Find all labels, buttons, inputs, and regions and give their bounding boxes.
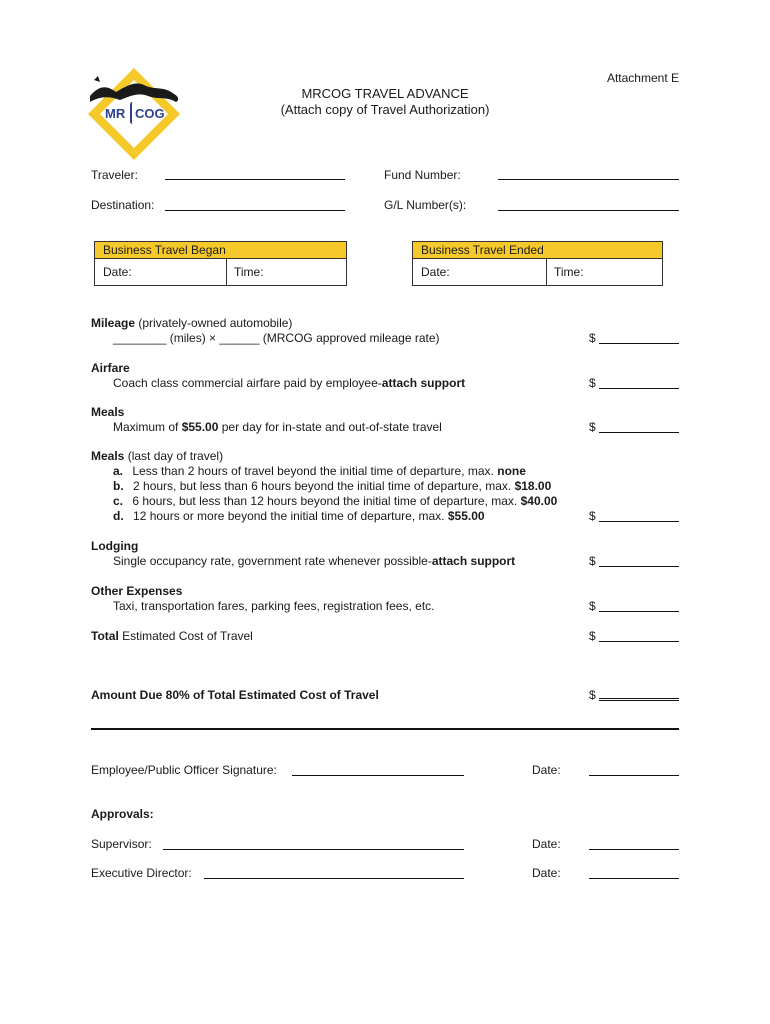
travel-began-title: Business Travel Began [95, 242, 346, 259]
airfare-text: Coach class commercial airfare paid by employee- [113, 376, 382, 390]
meals-last-item-d [113, 509, 485, 523]
employee-date-label: Date: [532, 763, 561, 777]
executive-label: Executive Director: [91, 866, 192, 880]
amount-due-label: Amount Due 80% of Total Estimated Cost of Travel [91, 688, 379, 702]
total-bold: Total [91, 629, 119, 643]
meals-last-item-b [113, 479, 551, 493]
meals-title: Meals [91, 405, 125, 419]
travel-ended-time[interactable]: Time: [554, 265, 584, 279]
item-bold: $55.00 [447, 509, 485, 523]
meals-dollar: $ [589, 420, 596, 434]
logo-text-cog: COG [135, 106, 165, 121]
traveler-field[interactable] [165, 179, 345, 180]
meals-text-post: per day for in-state and out-of-state travel [218, 420, 442, 434]
employee-signature-field[interactable] [292, 775, 464, 776]
mileage-title: Mileage [91, 316, 136, 330]
section-separator [91, 728, 679, 730]
lodging-dollar: $ [589, 554, 596, 568]
fund-number-field[interactable] [498, 179, 679, 180]
logo-text-mr: MR [105, 106, 126, 121]
meals-last-heading [91, 449, 223, 463]
other-title: Other Expenses [91, 584, 183, 598]
airfare-amount-field[interactable] [599, 388, 679, 389]
meals-last-title: Meals [91, 449, 125, 463]
executive-signature-field[interactable] [204, 878, 464, 879]
mileage-heading [91, 316, 292, 330]
mileage-amount-field[interactable] [599, 343, 679, 344]
destination-label: Destination: [91, 198, 155, 212]
total-amount-field[interactable] [599, 641, 679, 642]
other-dollar: $ [589, 599, 596, 613]
airfare-line [113, 376, 465, 390]
lodging-text: Single occupancy rate, government rate whenever possible- [113, 554, 432, 568]
item-letter: d. [113, 509, 124, 523]
amount-due-field[interactable] [599, 698, 679, 701]
meals-amount-field[interactable] [599, 432, 679, 433]
travel-ended-title: Business Travel Ended [413, 242, 662, 259]
meals-last-item-a [113, 464, 526, 478]
travel-began-time[interactable]: Time: [234, 265, 264, 279]
mileage-note: (privately-owned automobile) [138, 316, 293, 330]
meals-last-item-c [113, 494, 557, 508]
lodging-text-bold: attach support [431, 554, 516, 568]
airfare-text-bold: attach support [381, 376, 466, 390]
airfare-title: Airfare [91, 361, 130, 375]
total-dollar: $ [589, 629, 596, 643]
executive-date-label: Date: [532, 866, 561, 880]
lodging-line [113, 554, 515, 568]
item-letter: c. [113, 494, 124, 508]
fund-number-label: Fund Number: [384, 168, 461, 182]
item-text: 2 hours, but less than 6 hours beyond the initial time of departure, max. [133, 479, 515, 493]
meals-text-bold: $55.00 [181, 420, 219, 434]
attachment-label: Attachment E [606, 71, 679, 85]
item-text: 6 hours, but less than 12 hours beyond the initial time of departure, max. [132, 494, 521, 508]
travel-ended-date[interactable]: Date: [421, 265, 450, 279]
supervisor-signature-field[interactable] [163, 849, 464, 850]
item-text: Less than 2 hours of travel beyond the initial time of departure, max. [132, 464, 498, 478]
gl-number-label: G/L Number(s): [384, 198, 467, 212]
mileage-dollar: $ [589, 331, 596, 345]
employee-date-field[interactable] [589, 775, 679, 776]
other-line: Taxi, transportation fares, parking fees, registration fees, etc. [113, 599, 435, 613]
supervisor-date-field[interactable] [589, 849, 679, 850]
supervisor-label: Supervisor: [91, 837, 152, 851]
employee-signature-label: Employee/Public Officer Signature: [91, 763, 277, 777]
item-letter: b. [113, 479, 124, 493]
approvals-heading: Approvals: [91, 807, 154, 821]
destination-field[interactable] [165, 210, 345, 211]
airfare-dollar: $ [589, 376, 596, 390]
meals-last-note: (last day of travel) [127, 449, 224, 463]
gl-number-field[interactable] [498, 210, 679, 211]
other-amount-field[interactable] [599, 611, 679, 612]
executive-date-field[interactable] [589, 878, 679, 879]
travel-ended-box [412, 241, 663, 286]
item-letter: a. [113, 464, 124, 478]
travel-began-date[interactable]: Date: [103, 265, 132, 279]
lodging-amount-field[interactable] [599, 566, 679, 567]
meals-text-pre: Maximum of [113, 420, 182, 434]
page-title: MRCOG TRAVEL ADVANCE [301, 86, 469, 101]
mileage-line: ________ (miles) × ______ (MRCOG approved mileage rate) [113, 331, 440, 345]
lodging-title: Lodging [91, 539, 139, 553]
supervisor-date-label: Date: [532, 837, 561, 851]
page-subtitle: (Attach copy of Travel Authorization) [280, 102, 490, 117]
meals-last-dollar: $ [589, 509, 596, 523]
total-line [91, 629, 253, 643]
item-bold: $40.00 [520, 494, 558, 508]
traveler-label: Traveler: [91, 168, 138, 182]
amount-due-dollar: $ [589, 688, 596, 702]
item-bold: none [497, 464, 526, 478]
item-bold: $18.00 [514, 479, 552, 493]
meals-last-amount-field[interactable] [599, 521, 679, 522]
item-text: 12 hours or more beyond the initial time of departure, max. [133, 509, 448, 523]
travel-began-box [94, 241, 347, 286]
total-text: Estimated Cost of Travel [118, 629, 253, 643]
meals-line [113, 420, 442, 434]
